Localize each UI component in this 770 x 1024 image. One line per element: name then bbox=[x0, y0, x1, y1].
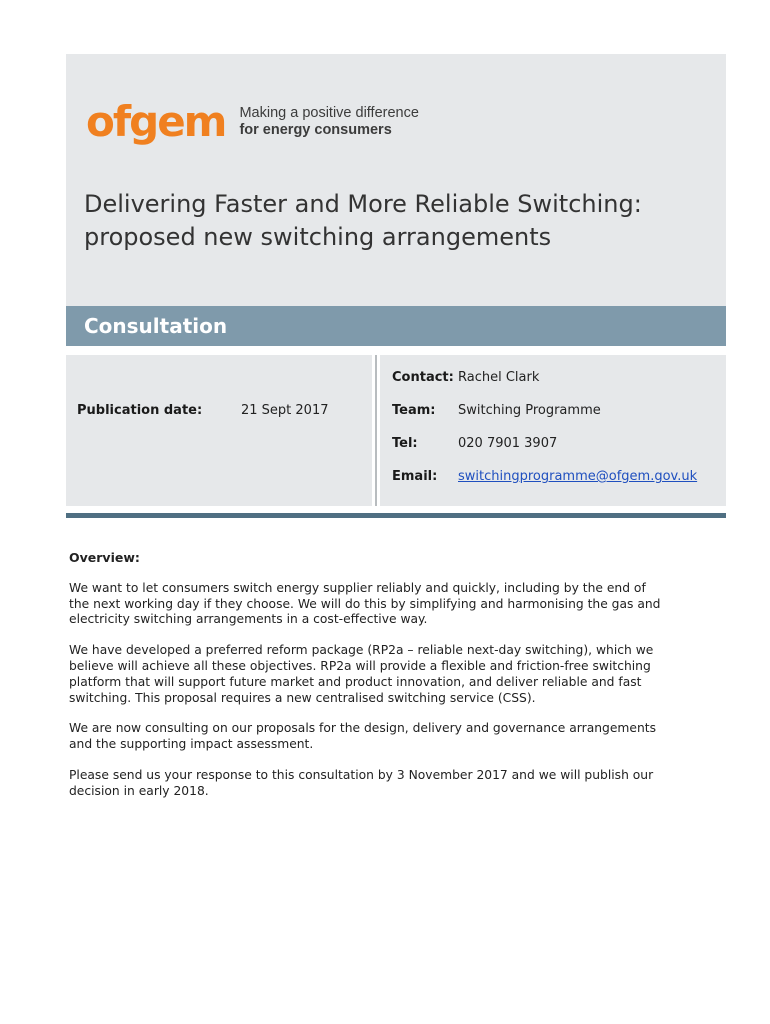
tel-value: 020 7901 3907 bbox=[458, 436, 558, 451]
contact-value: Rachel Clark bbox=[458, 370, 540, 385]
consultation-band bbox=[66, 306, 726, 346]
cover-header bbox=[66, 54, 726, 306]
contact-panel bbox=[380, 355, 726, 506]
team-label: Team: bbox=[392, 403, 436, 418]
overview-paragraph-4: Please send us your response to this consultation by 3 November 2017 and we will publish our decision in early 2018. bbox=[69, 767, 654, 798]
header-bottom-rule bbox=[66, 513, 726, 518]
tagline-line-2: for energy consumers bbox=[239, 122, 392, 138]
publication-panel bbox=[66, 355, 372, 506]
publication-date-label: Publication date: bbox=[77, 403, 203, 418]
team-value: Switching Programme bbox=[458, 403, 601, 418]
band-label: Consultation bbox=[84, 314, 228, 338]
title-line-1: Delivering Faster and More Reliable Switching: bbox=[84, 190, 642, 218]
overview-paragraph-1: We want to let consumers switch energy supplier reliably and quickly, including by the end of the next working day if they choose. We will do this by simplifying and harmonising the gas and electricity switching arrangements in a cost-effective way. bbox=[69, 580, 661, 627]
publication-date-value: 21 Sept 2017 bbox=[241, 403, 329, 418]
contact-label: Contact: bbox=[392, 370, 454, 385]
document-title bbox=[84, 188, 714, 254]
overview-section bbox=[69, 550, 669, 815]
logo-tagline bbox=[239, 105, 418, 139]
ofgem-logo bbox=[86, 94, 419, 150]
overview-heading: Overview: bbox=[69, 550, 140, 565]
tagline-line-1: Making a positive difference bbox=[239, 105, 419, 121]
panel-divider bbox=[375, 355, 377, 506]
logo-wordmark: ofgem bbox=[86, 97, 226, 146]
tel-label: Tel: bbox=[392, 436, 418, 451]
email-label: Email: bbox=[392, 469, 438, 484]
overview-paragraph-2: We have developed a preferred reform package (RP2a – reliable next-day switching), which we believe will achieve all these objectives. RP2a will provide a flexible and friction-free switching platform that will support future market and product innovation, and deliver reliable and fast switching. This proposal requires a new centralised switching service (CSS). bbox=[69, 643, 654, 705]
email-link[interactable]: switchingprogramme@ofgem.gov.uk bbox=[458, 469, 698, 484]
overview-paragraph-3: We are now consulting on our proposals for the design, delivery and governance arrangements and the supporting impact assessment. bbox=[69, 721, 656, 752]
title-line-2: proposed new switching arrangements bbox=[84, 223, 552, 251]
